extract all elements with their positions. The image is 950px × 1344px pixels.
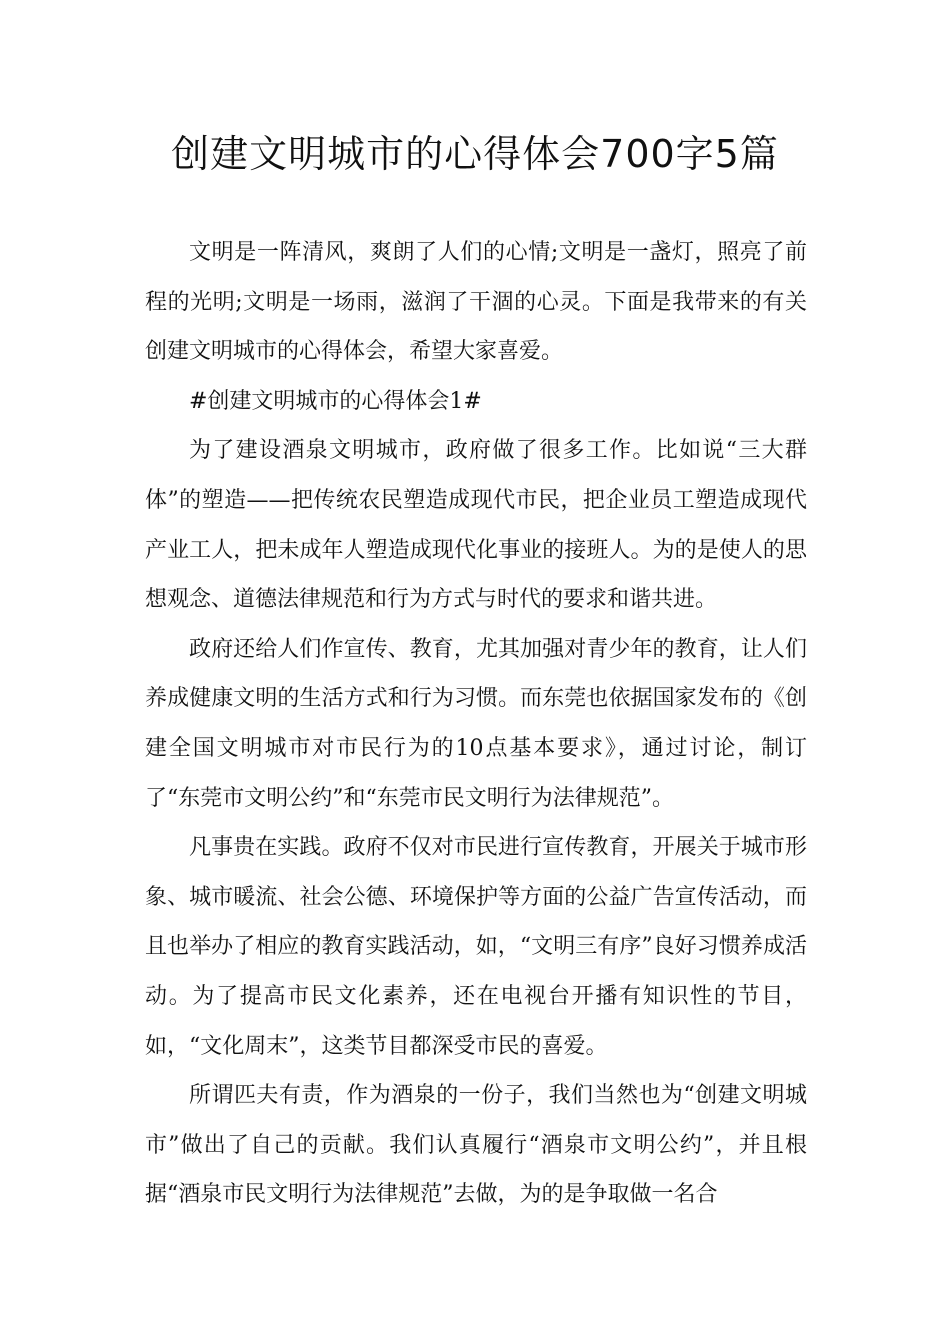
paragraph: 为了建设酒泉文明城市，政府做了很多工作。比如说“三大群体”的塑造——把传统农民塑造成现代市民，把企业员工塑造成现代产业工人，把未成年人塑造成现代化事业的接班人。为的是使人的思想观念、道德法律规范和行为方式与时代的要求和谐共进。 (145, 438, 807, 613)
paragraph: 所谓匹夫有责，作为酒泉的一份子，我们当然也为“创建文明城市”做出了自己的贡献。我们认真履行“酒泉市文明公约”，并且根据“酒泉市民文明行为法律规范”去做，为的是争取做一名合 (145, 1083, 807, 1208)
document-body (145, 228, 807, 1220)
paragraph: 政府还给人们作宣传、教育，尤其加强对青少年的教育，让人们养成健康文明的生活方式和行为习惯。而东莞也依据国家发布的《创建全国文明城市对市民行为的10点基本要求》，通过讨论，制订了“东莞市文明公约”和“东莞市民文明行为法律规范”。 (145, 636, 807, 811)
paragraph-intro: 文明是一阵清风，爽朗了人们的心情;文明是一盏灯，照亮了前程的光明;文明是一场雨，滋润了干涸的心灵。下面是我带来的有关创建文明城市的心得体会，希望大家喜爱。 (145, 240, 807, 365)
document-title: 创建文明城市的心得体会700字5篇 (171, 132, 779, 176)
paragraph: 凡事贵在实践。政府不仅对市民进行宣传教育，开展关于城市形象、城市暖流、社会公德、环境保护等方面的公益广告宣传活动，而且也举办了相应的教育实践活动，如，“文明三有序”良好习惯养成活动。为了提高市民文化素养，还在电视台开播有知识性的节目，如，“文化周末”，这类节目都深受市民的喜爱。 (145, 835, 807, 1059)
section-heading-1: #创建文明城市的心得体会1# (189, 388, 482, 414)
